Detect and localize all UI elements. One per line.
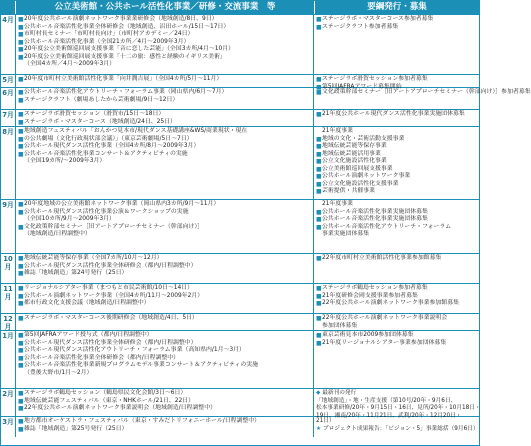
month-label: 3月 <box>2 418 14 426</box>
event-item <box>18 263 313 271</box>
bullet-icon: ■ <box>18 201 24 208</box>
recruitment-text: 事業実施団体募集 <box>322 231 370 238</box>
recruitment-text: ステージラボ滑賀セッション参加者募集 <box>322 76 428 82</box>
bullet-icon: ■ <box>316 300 322 308</box>
bullet-icon: ■ <box>18 332 24 339</box>
publication-note-text: 最新刊の発行 <box>322 390 357 396</box>
bullet-icon: ■ <box>18 38 24 46</box>
recruitment-cell <box>313 88 531 109</box>
recruitment-text: 公共ホール音楽活性化アウトリーチ・フォーラム <box>322 223 452 230</box>
event-item <box>18 398 313 406</box>
event-item <box>18 119 313 127</box>
event-text: 公共ホール現代ダンス活性化事業全体研修会（都内/日程調整中） <box>24 262 197 269</box>
recruitment-cell <box>313 127 479 199</box>
bullet-icon: ■ <box>18 362 24 370</box>
events-cell <box>15 88 313 109</box>
recruitment-text: 地域の文化・芸術活動支援事業 <box>322 135 405 142</box>
bullet-icon: ■ <box>18 292 24 300</box>
recruitment-text: 22年度市町村立美術館活性化事業参加館募集 <box>322 255 442 261</box>
event-item <box>18 201 313 209</box>
event-text: 公共ホール音楽活性化事業全体研修会（地域創造、沼田ホール/15日～17日） <box>24 23 230 30</box>
recruitment-text: 21年度研修会岡支援事業参加者募集 <box>322 292 418 299</box>
events-cell <box>15 389 313 416</box>
bullet-icon: ■ <box>316 83 322 91</box>
recruitment-text: ステージクラフト参加者募集 <box>322 23 399 30</box>
recruitment-item <box>316 16 479 24</box>
recruitment-text: 文化政策幹部セミナー［旧アートアプローチセミナー（幹部向け）］参加者募集 <box>322 89 531 95</box>
events-cell <box>15 110 313 126</box>
bullet-icon: ■ <box>316 339 322 347</box>
event-item <box>18 270 313 278</box>
event-item <box>18 418 313 426</box>
recruitment-text: 公立文化施設活性化事業 <box>322 158 387 165</box>
event-text: 雑誌「地域創造」第25号発行（25日） <box>24 425 128 432</box>
month-label: 2月 <box>2 390 14 398</box>
events-cell <box>15 200 313 253</box>
bullet-icon: ■ <box>18 354 24 362</box>
bullet-icon: ■ <box>18 285 24 292</box>
event-text: 第5回JAFRAアワード授与式（都内/日程調整中） <box>24 332 153 338</box>
recruitment-item <box>316 136 479 144</box>
bullet-icon: ■ <box>316 143 322 151</box>
bullet-icon: ■ <box>316 158 322 166</box>
event-item <box>18 216 313 224</box>
bullet-icon: ■ <box>316 23 322 31</box>
event-text: （全国4カ所／4月～2009年3月） <box>24 61 116 68</box>
publication-note <box>316 398 481 406</box>
event-text: 公共ホール音楽活性化アウトリーチ・フォーラム事業（岡山県内/6月～7月） <box>24 89 228 95</box>
recruitment-text: 公共ホール音楽活性化事業実施団体募集 <box>322 208 428 215</box>
bullet-icon: ■ <box>18 150 24 158</box>
bullet-icon: ■ <box>18 143 24 151</box>
event-text: 公共ホール現代ダンス活性化事業公演＆ワークショップの実施 <box>24 208 189 215</box>
recruitment-item <box>316 158 479 166</box>
event-item <box>18 31 313 39</box>
bullet-icon: ■ <box>316 111 322 118</box>
events-column-header: 公立美術館・公共ホール活性化事業／研修・交流事業 等 <box>15 1 314 14</box>
event-text: 市町村長セミナー「市町村長向け」（市町村アカデミー／24日） <box>24 31 194 38</box>
event-item <box>18 285 313 293</box>
month-label: 1月 <box>2 332 14 340</box>
recruitment-text: ステージラボ・マスターコース参加者募集 <box>322 16 434 22</box>
bullet-icon: ■ <box>18 31 24 39</box>
month-row <box>1 283 479 313</box>
event-text: ステージラボ・マスターコース後期研修会（地域創造/4日、5日） <box>24 315 198 321</box>
event-text: （地域創造/日程調整中） <box>24 231 91 238</box>
bullet-icon: ■ <box>18 300 24 308</box>
bullet-icon: ■ <box>18 262 24 270</box>
month-row <box>1 14 479 74</box>
recruitment-item <box>316 340 479 348</box>
month-row <box>1 388 481 419</box>
month-row <box>1 74 479 91</box>
bullet-icon: ■ <box>316 285 322 292</box>
event-item <box>18 143 313 151</box>
event-text: ステージラボ滑賀セッション（滑賀市/15日～18日） <box>24 111 165 117</box>
diamond-icon: ◆ <box>316 390 323 396</box>
event-item <box>18 255 313 263</box>
event-text: 都市行政文化支援会議（地域創造/日程調整中） <box>24 300 150 307</box>
events-cell <box>15 75 313 87</box>
bullet-icon: ■ <box>18 390 24 397</box>
recruitment-item <box>316 89 531 97</box>
recruitment-text: 21年度公共ホール現代ダンス活性化事業実施団体募集 <box>322 111 465 117</box>
bullet-icon: ■ <box>316 135 322 143</box>
bullet-icon: ■ <box>18 76 24 83</box>
event-item <box>18 209 313 217</box>
recruitment-item <box>316 76 479 84</box>
month-label: 9月 <box>2 201 14 209</box>
bullet-icon: ■ <box>316 315 322 322</box>
month-label: 8月 <box>2 128 14 136</box>
event-item <box>18 315 313 323</box>
table-body <box>1 14 531 437</box>
recruitment-text: 22年度公共ホール演劇ネットワーク事業説明会 <box>322 315 448 321</box>
event-item <box>18 370 313 378</box>
event-text: 公共ホール現代ダンス活性化事業（全国4カ所/8月～2009年3月） <box>24 143 200 150</box>
bullet-icon: ■ <box>18 208 24 216</box>
bullet-icon: ■ <box>18 23 24 31</box>
event-item <box>18 24 313 32</box>
month-label: 11月 <box>3 285 13 301</box>
bullet-icon: ■ <box>18 46 24 54</box>
recruitment-text: 公立美術館巡回展支援事業 <box>322 165 393 172</box>
month-row <box>1 199 479 253</box>
bullet-icon: ■ <box>316 173 322 181</box>
recruitment-item <box>316 111 479 119</box>
bullet-icon: ■ <box>316 188 322 196</box>
event-item <box>18 136 313 144</box>
event-text: 公共ホール演劇ネットワーク事業（全国4カ所/11月～2009年2月） <box>24 292 204 299</box>
event-item <box>18 362 313 370</box>
event-text: 地域創造フェスティバル「おんかつ見本市/現代ダンス基礎講座&WS/商業現状・現在 <box>24 128 248 134</box>
bullet-icon: ■ <box>18 315 24 322</box>
recruitment-item <box>316 293 479 301</box>
bullet-icon: ■ <box>18 339 24 347</box>
recruitment-item <box>316 285 479 293</box>
recruitment-item <box>316 24 479 32</box>
month-label: 4月 <box>2 16 14 24</box>
events-cell <box>15 127 313 199</box>
star-icon: ★ <box>316 425 323 432</box>
event-text: 20年度公立美術館巡回展支援事業「音に恋した芸能」（全国3カ所/4月～10月） <box>24 46 235 53</box>
month-label: 12月 <box>3 315 13 331</box>
event-item <box>18 46 313 54</box>
bullet-icon: ■ <box>18 96 24 104</box>
bullet-icon: ■ <box>18 135 24 143</box>
bullet-icon: ■ <box>316 89 322 96</box>
event-text: ステージクラフト（劇場あしたから芸術劇場/9日～12日） <box>24 96 179 103</box>
recruitment-cell <box>313 110 479 126</box>
event-text: 公共ホール音楽活性化事業（全国21カ所／4月～2009年3月） <box>24 38 190 45</box>
publication-note-text: 松本事業研修/20年・9月15日・16日、見所/20年・10月18日・ <box>316 405 481 412</box>
bullet-icon: ■ <box>18 405 24 413</box>
recruitment-column-header: 要綱発行・募集 <box>314 1 479 14</box>
month-row <box>1 126 479 199</box>
event-item <box>18 76 313 84</box>
recruitment-cell <box>313 75 479 91</box>
recruitment-text: 21年度事業 <box>322 201 354 207</box>
event-text: の公共劇場（文化行政現状部会議）」（東京芸術劇場/5日～7日） <box>24 135 193 142</box>
event-item <box>18 111 313 119</box>
recruitment-text: 参加団体募集 <box>322 322 358 329</box>
bullet-icon: ■ <box>18 16 24 23</box>
event-item <box>18 300 313 308</box>
recruitment-cell <box>313 314 479 330</box>
event-text: リージョナルシアター事業（まつもと市民芸術館/10日～14日） <box>24 285 194 291</box>
event-text: （豊後大野市/1月～2月） <box>24 369 93 376</box>
bullet-icon: ■ <box>316 216 322 224</box>
bullet-icon: ■ <box>18 223 24 231</box>
bullet-icon: ■ <box>18 418 24 425</box>
event-text: 22年度公共ホール演劇ネットワーク事業説明会（地域創造/日程調整中） <box>24 405 216 412</box>
recruitment-text: 公立文化施設活性化支援事業 <box>322 180 399 187</box>
bullet-icon: ■ <box>18 53 24 61</box>
event-text: 公共ホール音楽活性化事業全体研修会（都内/日程調整中） <box>24 354 180 361</box>
event-text: 公共ホール音楽活性化事業新規プログラムモデル事業コンサート＆アクティビティの実施 <box>24 362 259 369</box>
recruitment-text: 地域伝統芸能等保存事業 <box>322 143 387 150</box>
publication-note-text: 19日、湘南/20年・11月21日、武利/20年・12月20日・ <box>316 412 462 419</box>
recruitment-item <box>316 332 479 340</box>
event-text: 公共ホール音楽活性化事業コンサート＆アクティビティの実施 <box>24 150 188 157</box>
event-text: 文化政策幹部セミナー［旧アートアプローチセミナー（幹部向け）］ <box>24 223 204 230</box>
recruitment-text: 公共ホール演劇ネットワーク事業 <box>322 173 411 180</box>
recruitment-item <box>316 315 479 323</box>
event-item <box>18 390 313 398</box>
event-text: ステージラボ・マスターコース（地域創造/24日、25日） <box>24 118 176 125</box>
table-header <box>1 1 479 14</box>
month-row <box>1 416 479 437</box>
bullet-icon: ■ <box>18 89 24 96</box>
month-row <box>1 330 479 388</box>
bullet-icon: ■ <box>18 118 24 126</box>
recruitment-text: 公共ホール音楽活性化事業実施団体募集 <box>322 216 428 223</box>
event-item <box>18 426 313 434</box>
event-item <box>18 61 313 69</box>
bullet-icon: ■ <box>316 180 322 188</box>
publication-note <box>316 405 481 413</box>
bullet-icon: ■ <box>316 223 322 231</box>
publication-note-text: 21日） <box>316 418 335 424</box>
publication-note <box>316 418 479 426</box>
recruitment-text: 東京芸術見本市2009参加団体募集 <box>322 332 414 338</box>
event-item <box>18 128 313 136</box>
recruitment-text: 地域伝統芸能活用事業 <box>322 150 381 157</box>
publication-note-text: 「地域創造」・地・生産支援（第10号/20年・9月6日、 <box>316 397 457 404</box>
recruitment-item <box>316 255 479 263</box>
recruitment-text: 第5回JAFRAアワード募集開始 <box>322 83 402 90</box>
bullet-icon: ■ <box>316 165 322 173</box>
recruitment-text: 芸術提供・共催事業 <box>322 188 376 195</box>
recruitment-cell <box>313 284 479 313</box>
events-cell <box>15 254 313 283</box>
event-item <box>18 89 313 97</box>
bullet-icon: ■ <box>316 255 322 262</box>
recruitment-text: ステージラボ鶴島セッション参加者募集 <box>322 285 428 291</box>
event-item <box>18 347 313 355</box>
recruitment-cell <box>313 15 479 74</box>
recruitment-item <box>316 300 479 308</box>
recruitment-cell <box>313 254 479 283</box>
event-item <box>18 231 313 239</box>
event-item <box>18 16 313 24</box>
events-cell <box>15 15 313 74</box>
publication-note <box>316 426 479 434</box>
events-cell <box>15 417 313 437</box>
bullet-icon: ■ <box>18 255 24 262</box>
bullet-icon: ■ <box>316 208 322 216</box>
recruitment-item <box>316 143 479 151</box>
bullet-icon: ■ <box>18 397 24 405</box>
publication-note-text: プロジェクト成果報告：「ビジョン・5」事業総括（9月6日） <box>322 425 479 432</box>
event-item <box>18 158 313 166</box>
event-text: 地方都市オーケストラ・フェスティバル（東京・すみだトリフォニーホール/日程調整中） <box>24 418 261 424</box>
recruitment-item <box>316 209 479 217</box>
bullet-icon: ■ <box>18 425 24 433</box>
recruitment-text: 21年度リージョナルシアター事業参加団体募集 <box>322 339 447 346</box>
recruitment-text: 22年度公共ホール演劇ネットワーク事業参加館募集 <box>322 300 459 307</box>
event-text: 20年度市町村立美術館活性化事業「向井潤吉展」（全国4カ所/5月～11月） <box>24 76 223 82</box>
recruitment-item <box>316 128 479 136</box>
month-label: 5月 <box>2 76 14 84</box>
bullet-icon: ■ <box>316 150 322 158</box>
event-text: 公共ホール現代ダンス活性化アウトリーチ・フォーラム事業（高知県内/1月～3月） <box>24 347 245 354</box>
event-item <box>18 405 313 413</box>
recruitment-item <box>316 231 479 239</box>
event-item <box>18 340 313 348</box>
event-text: （全国19カ所/～2009年3月） <box>24 158 106 165</box>
recruitment-item <box>316 216 479 224</box>
event-item <box>18 97 313 105</box>
event-item <box>18 293 313 301</box>
month-row <box>1 313 479 330</box>
bullet-icon: ■ <box>316 16 322 23</box>
recruitment-cell <box>313 200 479 253</box>
bullet-icon: ■ <box>18 270 24 278</box>
bullet-icon: ■ <box>316 292 322 300</box>
month-label: 6月 <box>2 89 14 97</box>
events-cell <box>15 331 313 388</box>
event-text: 公共ホール現代ダンス活性化事業全体研修会（都内/日程調整中） <box>24 339 197 346</box>
recruitment-item <box>316 188 479 196</box>
event-text: 20年度地域の公立美術館ネットワーク事業（岡山県内3カ所/9月～11月） <box>24 201 220 207</box>
month-row <box>1 87 531 109</box>
event-text: ステージラボ鶴島セッション（鶴島県民文化会館/3日～6日） <box>24 390 187 396</box>
recruitment-item <box>316 173 479 181</box>
event-text: （全国10カ所/9月～2009年3月） <box>24 216 115 223</box>
recruitment-item <box>316 201 479 209</box>
event-text: 地域伝統芸能等保存事業（全国7カ所/10月～12月） <box>24 255 163 261</box>
event-text: 20年度公立美術館巡回展支援事業「十二の旅：感性と経験のイギリス美術」 <box>24 53 226 60</box>
bullet-icon: ■ <box>316 332 322 339</box>
recruitment-cell <box>313 331 479 388</box>
event-text: 雑誌「地域創造」第24号発行（25日） <box>24 270 128 277</box>
bullet-icon: ■ <box>18 128 24 135</box>
recruitment-cell <box>313 417 479 437</box>
recruitment-item <box>316 323 479 331</box>
bullet-icon: ■ <box>18 347 24 355</box>
month-label: 10月 <box>3 255 13 271</box>
recruitment-text: 21年度事業 <box>322 128 354 134</box>
bullet-icon: ■ <box>18 111 24 118</box>
month-row <box>1 109 479 126</box>
recruitment-cell <box>313 389 481 419</box>
events-cell <box>15 314 313 330</box>
publication-note <box>316 390 481 398</box>
month-header-cell <box>1 1 15 14</box>
event-text: 20年度公共ホール演劇ネットワーク事業業研修会（地域創造/8日、9日） <box>24 16 218 22</box>
events-cell <box>15 284 313 313</box>
bullet-icon: ■ <box>316 76 322 83</box>
month-row <box>1 253 479 283</box>
event-text: 地域伝統芸能フェスティバル（東京・NHKホール/21日、22日） <box>24 397 195 404</box>
month-label: 7月 <box>2 111 14 119</box>
event-item <box>18 332 313 340</box>
